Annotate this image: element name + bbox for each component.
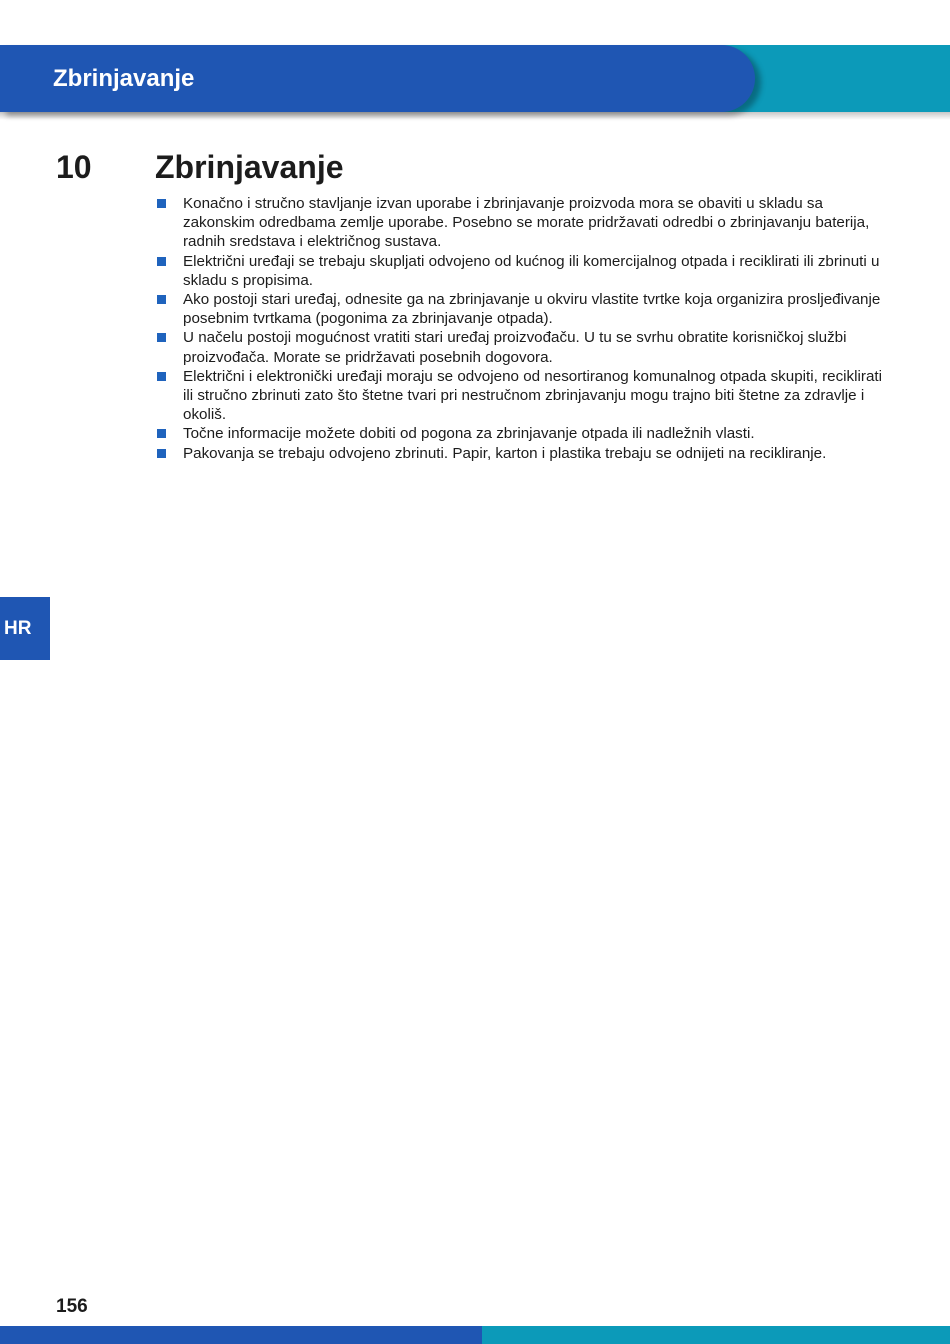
disposal-bullet-list <box>155 194 895 463</box>
bullet-square-icon <box>157 372 166 381</box>
header-shadow <box>0 112 950 120</box>
list-item-text: Konačno i stručno stavljanje izvan uporabe i zbrinjavanje proizvoda mora se obaviti u skladu sa zakonskim odredbama zemlje uporabe. Posebno se morate pridržavati odredbi o zbrinjavanju baterija, radnih sredstava i električnog sustava. <box>183 195 870 251</box>
list-item <box>155 252 895 290</box>
list-item-text: Električni i elektronički uređaji moraju se odvojeno od nesortiranog komunalnog otpada skupiti, reciklirati ili stručno zbrinuti zato što štetne tvari pri nestručnom zbrinjavanju mogu trajno biti štetne za zdravlje i okoliš. <box>183 367 882 424</box>
list-item-text: Pakovanja se trebaju odvojeno zbrinuti. Papir, karton i plastika trebaju se odnijeti na recikliranje. <box>183 444 827 462</box>
bullet-square-icon <box>157 199 166 208</box>
list-item-text: Točne informacije možete dobiti od pogona za zbrinjavanje otpada ili nadležnih vlasti. <box>183 425 755 443</box>
language-tab-label: HR <box>4 618 32 639</box>
page-number: 156 <box>56 1296 88 1317</box>
section-title: Zbrinjavanje <box>155 149 344 185</box>
list-item <box>155 444 895 463</box>
list-item <box>155 424 895 443</box>
bullet-square-icon <box>157 429 166 438</box>
list-item <box>155 328 895 366</box>
list-item-text: Električni uređaji se trebaju skupljati odvojeno od kućnog ili komercijalnog otpada i reciklirati ili zbrinuti u skladu s propisima. <box>183 252 880 289</box>
bullet-square-icon <box>157 449 166 458</box>
footer-bar-teal <box>482 1326 950 1344</box>
list-item <box>155 194 895 252</box>
footer-bar-blue <box>0 1326 482 1344</box>
list-item <box>155 367 895 425</box>
list-item-text: U načelu postoji mogućnost vratiti stari uređaj proizvođaču. U tu se svrhu obratite korisničkoj službi proizvođača. Morate se pridržavati posebnih dogovora. <box>183 329 847 366</box>
list-item <box>155 290 895 328</box>
bullet-square-icon <box>157 257 166 266</box>
list-item-text: Ako postoji stari uređaj, odnesite ga na zbrinjavanje u okviru vlastite tvrtke koja organizira prosljeđivanje posebnim tvrtkama (pogonima za zbrinjavanje otpada). <box>183 291 881 328</box>
section-number: 10 <box>56 149 92 185</box>
bullet-square-icon <box>157 333 166 342</box>
header-title: Zbrinjavanje <box>53 65 195 92</box>
bullet-square-icon <box>157 295 166 304</box>
